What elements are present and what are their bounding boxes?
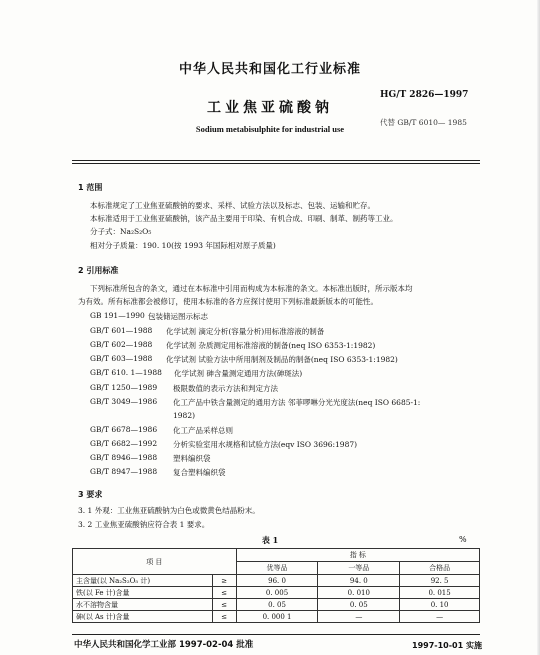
footer-rule [72,634,480,635]
table-header-row [73,549,480,562]
item-cell: 铁(以 Fe 计)含量 [73,587,213,599]
table-row [73,611,480,623]
requirement-clause: 3. 2 工业焦亚硫酸钠应符合表 1 要求。 [78,520,210,529]
header-rule-bottom [72,163,480,164]
value-cell: 0. 10 [400,599,480,611]
value-cell: 94. 0 [318,575,400,587]
standard-body-heading: 中华人民共和国化工行业标准 [178,62,361,77]
ref-code: GB/T 601—1988 [90,326,153,335]
section-2-intro-line: 下列标准所包含的条文，通过在本标准中引用而构成为本标准的条文。本标准出版时，所示版本均 [90,284,413,293]
value-cell: 0. 015 [400,587,480,599]
section-1-line: 本标准规定了工业焦亚硫酸钠的要求、采样、试验方法以及标志、包装、运输和贮存。 [90,201,375,210]
ref-title: 化学试剂 砷含量测定通用方法(砷斑法) [174,369,303,378]
grade-header: 优等品 [236,562,318,575]
operator-cell: ≥ [212,575,236,587]
ref-title: 分析实验室用水规格和试验方法(eqv ISO 3696:1987) [173,440,358,449]
effective-date: 1997-10-01 实施 [412,641,482,650]
molecular-mass: 相对分子质量：190. 10(按 1993 年国际相对原子质量) [90,241,276,250]
section-1-line: 本标准适用于工业焦亚硫酸钠，该产品主要用于印染、有机合成、印刷、制革、制药等工业。 [90,214,398,223]
ref-title: 复合塑料编织袋 [173,468,226,477]
operator-cell: ≤ [212,587,236,599]
ref-title: 化学试剂 杂质测定用标准溶液的制备(neq ISO 6353-1:1982) [166,341,376,350]
value-cell: 0. 005 [236,587,318,599]
ref-title: 化工产品采样总则 [173,426,233,435]
ref-code: GB/T 1250—1989 [90,383,158,392]
specification-table [72,548,480,623]
table-row [73,587,480,599]
item-cell: 水不溶物含量 [73,599,213,611]
operator-cell: ≤ [212,611,236,623]
standard-number: HG/T 2826—1997 [380,90,469,100]
appearance-clause: 3. 1 外观：工业焦亚硫酸钠为白色或微黄色结晶粉末。 [78,506,260,515]
index-column-header: 指 标 [236,549,479,562]
grade-header: 一等品 [318,562,400,575]
ref-title: 塑料编织袋 [173,454,211,463]
ref-code: GB/T 8946—1988 [90,453,158,462]
document-title-cn: 工业焦亚硫酸钠 [207,100,333,116]
ref-title: 化工产品中铁含量测定的通用方法 邻菲啰啉分光光度法(neq ISO 6685-1: [173,398,421,407]
ref-code: GB/T 610. 1—1988 [90,368,162,377]
ref-title: 化学试剂 试验方法中所用制剂及制品的制备(neq ISO 6353-1:1982) [166,355,398,364]
ref-code: GB/T 3049—1986 [90,397,158,406]
document-title-en: Sodium metabisulphite for industrial use [195,124,345,134]
value-cell: 92. 5 [400,575,480,587]
item-cell: 主含量(以 Na₂S₂O₅ 计) [73,575,213,587]
section-1-heading: 1 范围 [78,183,103,192]
value-cell: 0. 000 1 [236,611,318,623]
operator-cell: ≤ [212,599,236,611]
ref-code: GB/T 602—1988 [90,340,153,349]
value-cell: — [318,611,400,623]
table-unit: % [459,535,467,544]
replaces-standard: 代替 GB/T 6010— 1985 [380,118,467,127]
ref-title: 包装储运图示标志 [148,312,208,321]
ref-title-continuation: 1982) [173,411,196,420]
table-caption: 表 1 [261,535,279,545]
ref-code: GB/T 603—1988 [90,354,153,363]
section-2-heading: 2 引用标准 [78,266,119,275]
ref-title: 化学试剂 滴定分析(容量分析)用标准溶液的制备 [166,327,325,336]
ref-code: GB 191—1990 [90,311,145,320]
item-cell: 砷(以 As 计)含量 [73,611,213,623]
item-column-header: 项 目 [73,549,237,575]
table-row [73,575,480,587]
value-cell: 0. 05 [318,599,400,611]
ref-code: GB/T 8947—1988 [90,467,158,476]
value-cell: 96. 0 [236,575,318,587]
section-3-heading: 3 要求 [78,490,103,499]
value-cell: 0. 05 [236,599,318,611]
grade-header: 合格品 [400,562,480,575]
value-cell: 0. 010 [318,587,400,599]
ref-title: 极限数值的表示方法和判定方法 [173,384,278,393]
ref-code: GB/T 6678—1986 [90,425,158,434]
ref-code: GB/T 6682—1992 [90,439,158,448]
header-rule-top [72,160,480,161]
table-row [73,599,480,611]
approval-statement: 中华人民共和国化学工业部 1997-02-04 批准 [74,640,254,650]
value-cell: — [400,611,480,623]
molecular-formula: 分子式：Na₂S₂O₅ [90,227,152,236]
section-2-intro-line: 为有效。所有标准都会被修订，使用本标准的各方应探讨使用下列标准最新版本的可能性。 [78,297,378,306]
